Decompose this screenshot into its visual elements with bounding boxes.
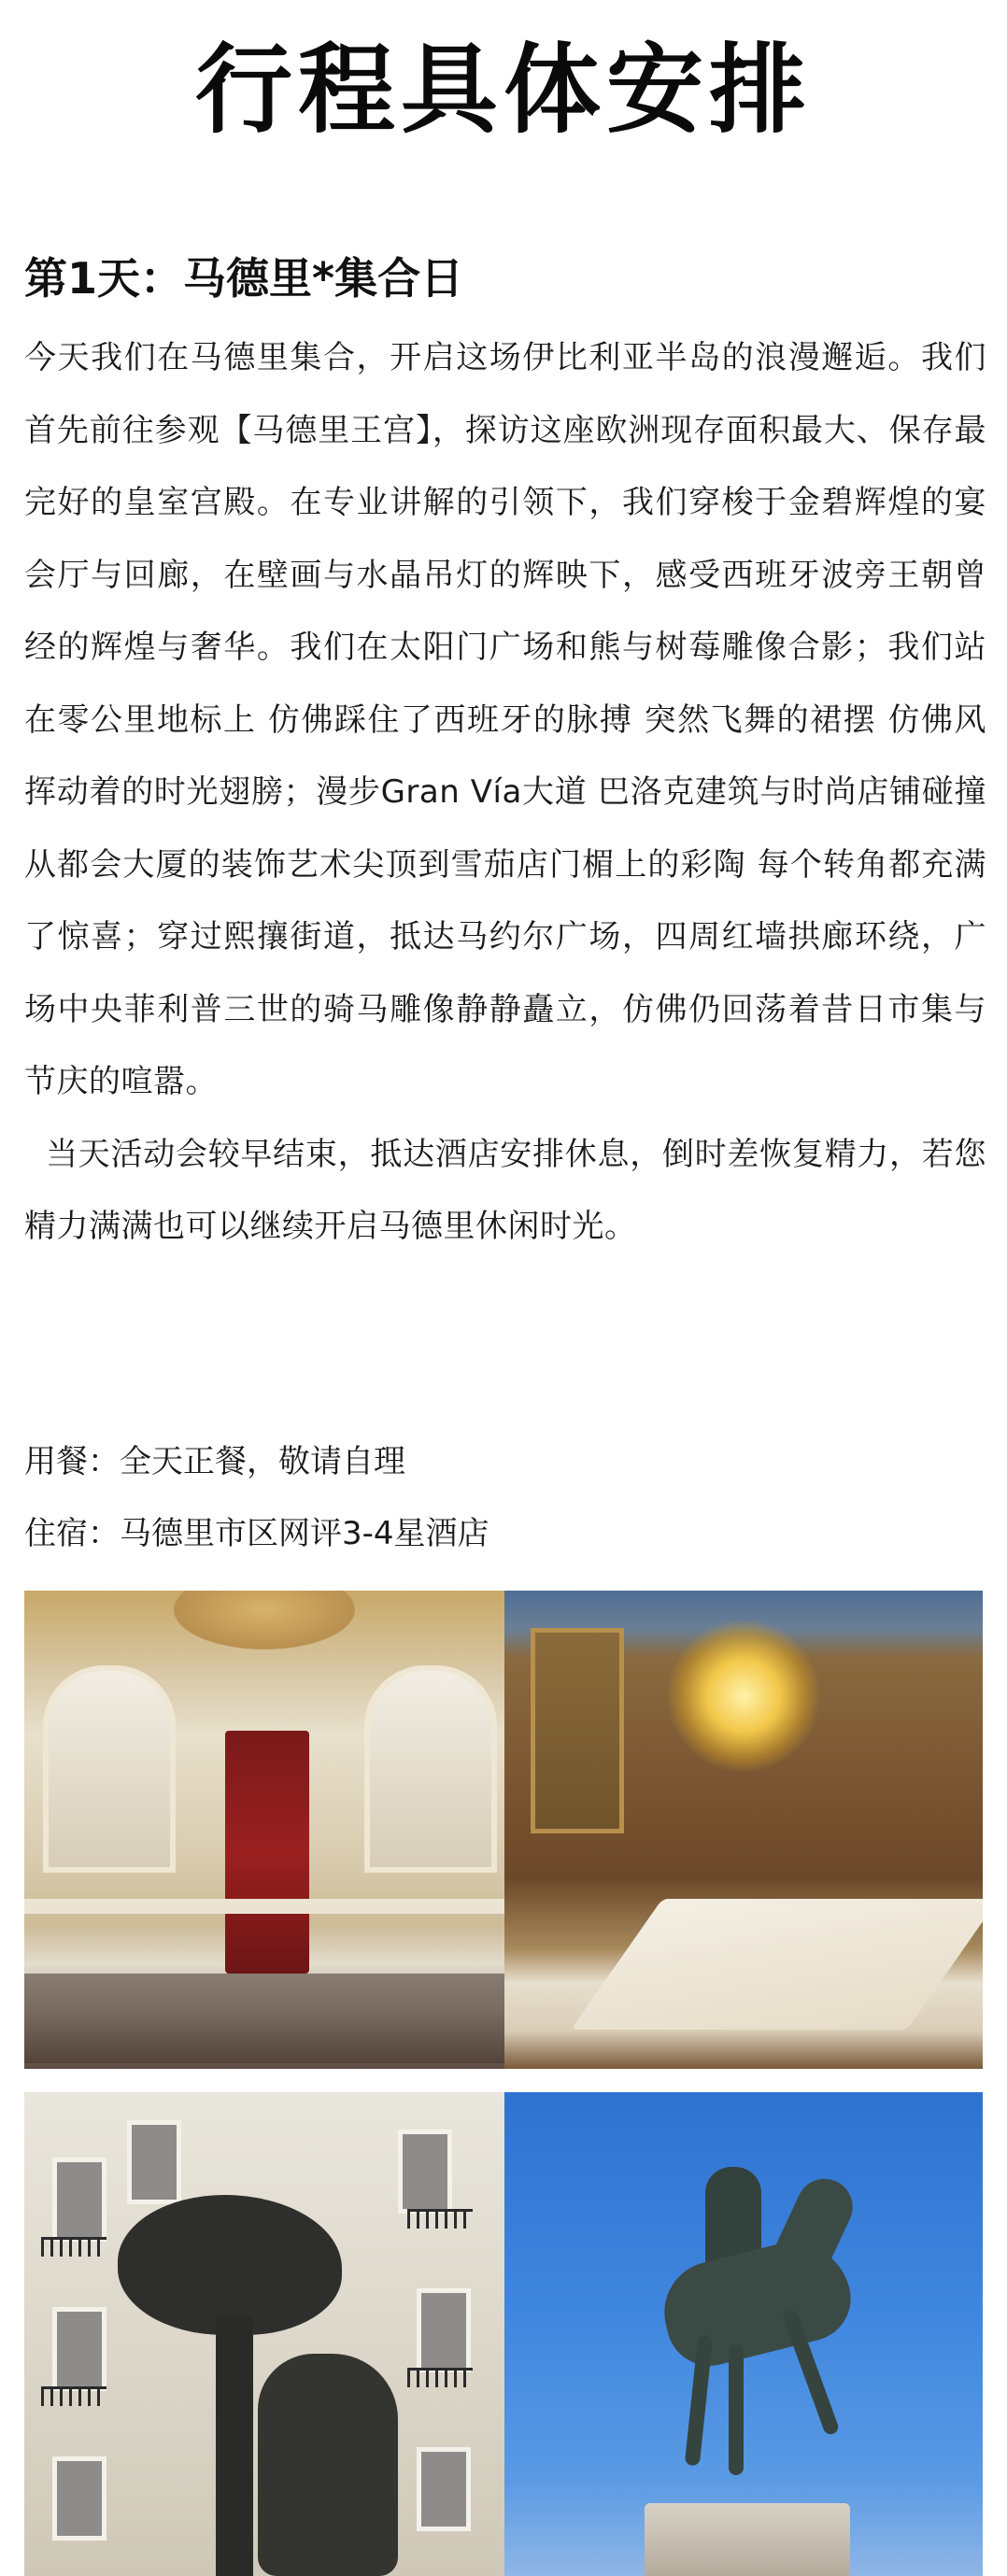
arch-decoration (43, 1665, 176, 1873)
horse-leg (729, 2344, 744, 2475)
banquet-hall-photo (504, 1591, 983, 2069)
window (52, 2307, 106, 2391)
tree-trunk-sculpture (216, 2316, 253, 2576)
bear-sculpture (258, 2354, 398, 2576)
window (417, 2447, 471, 2531)
balcony (41, 2386, 106, 2406)
window (127, 2120, 181, 2204)
window (52, 2456, 106, 2541)
description-paragraph: 今天我们在马德里集合，开启这场伊比利亚半岛的浪漫邂逅。我们首先前往参观【马德里王宫】，探访这座欧洲现存面积最大、保存最完好的皇室宫殿。在专业讲解的引领下，我们穿梭于金碧辉煌的宴会厅与回廊，在壁画与水晶吊灯的辉映下，感受西班牙波旁王朝曾经的辉煌与奢华。我们在太阳门广场和熊与树莓雕像合影；我们站在零公里地标上 仿佛踩住了西班牙的脉搏 突然飞舞的裙摆 仿佛风挥动着的时光翅膀；漫步Gran Vía大道 巴洛克建筑与时尚店铺碰撞 从都会大厦的装饰艺术尖顶到雪茄店门楣上的彩陶 每个转角都充满了惊喜；穿过熙攘街道，抵达马约尔广场，四周红墙拱廊环绕，广场中央菲利普三世的骑马雕像静静矗立，仿佛仍回荡着昔日市集与节庆的喧嚣。 (24, 339, 986, 1100)
balcony (407, 2209, 473, 2229)
statue-pedestal (645, 2503, 850, 2576)
page-title: 行程具体安排 (194, 33, 812, 147)
description-paragraph: 当天活动会较早结束，抵达酒店安排休息，倒时差恢复精力，若您精力满满也可以继续开启马德里休闲时光。 (24, 1135, 986, 1245)
equestrian-statue-photo (504, 2092, 983, 2576)
tapestry-decoration (531, 1628, 624, 1833)
tree-sculpture (118, 2195, 342, 2335)
arch-decoration (364, 1665, 497, 1873)
window (417, 2288, 471, 2372)
royal-palace-staircase-photo (24, 1591, 504, 2069)
window (398, 2130, 452, 2214)
lodging-info: 住宿：马德里市区网评3-4星酒店 (24, 1515, 489, 1552)
meals-info: 用餐：全天正餐，敬请自理 (24, 1443, 405, 1480)
day-description (24, 322, 986, 1264)
bear-strawberry-tree-statue-photo (24, 2092, 504, 2576)
balcony (41, 2237, 106, 2257)
balcony (407, 2368, 473, 2387)
window (52, 2158, 106, 2242)
day-heading: 第1天：马德里*集合日 (24, 253, 464, 304)
